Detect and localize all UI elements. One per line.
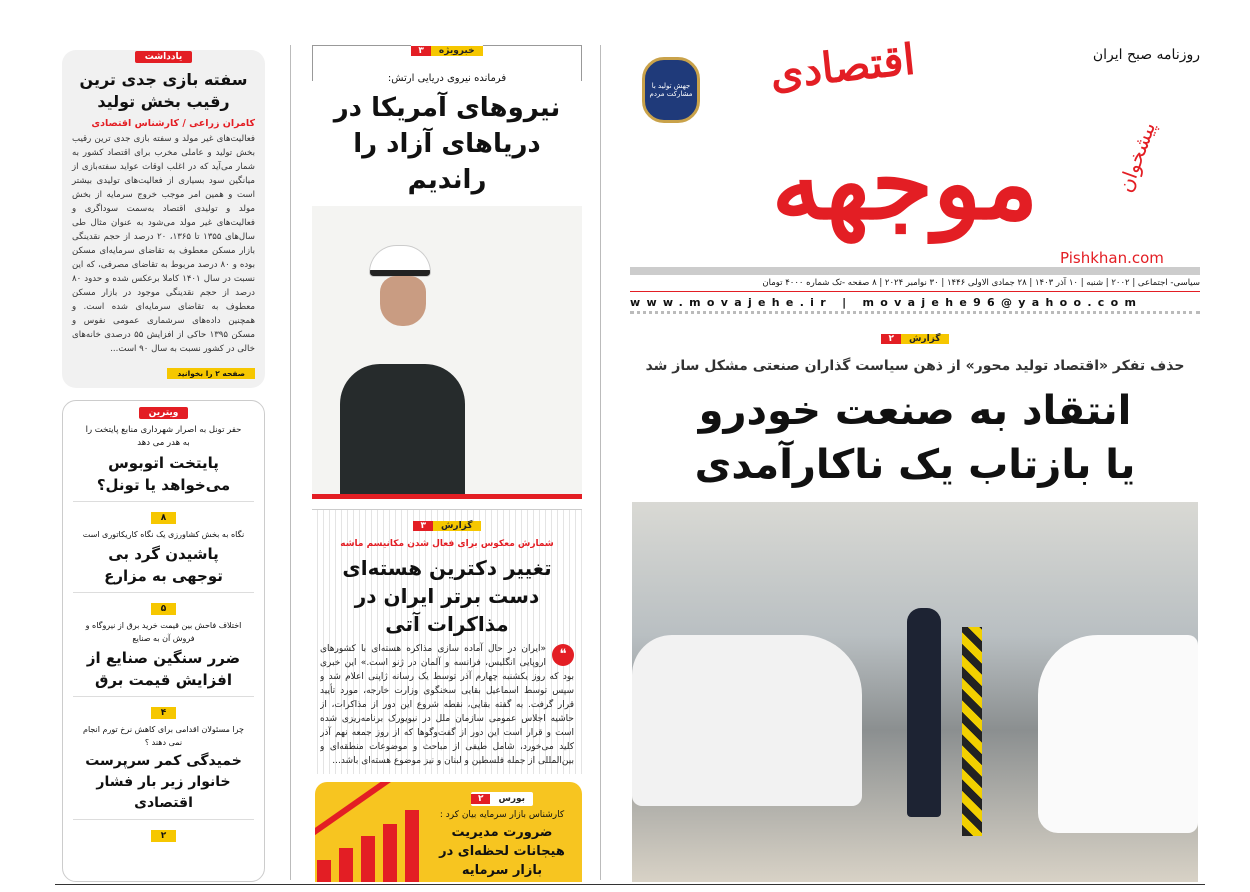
nuclear-headline[interactable]: تغییر دکترین هسته‌ای دست برتر ایران در مذاکرات آتی (342, 556, 552, 636)
main-headline-2[interactable]: یا بازتاب یک ناکارآمدی (694, 442, 1136, 488)
vitrin-item[interactable] (63, 424, 264, 524)
nuclear-kicker: شمارش معکوس برای فعال شدن مکانیسم ماشه (340, 539, 554, 549)
editorial-box (62, 50, 265, 388)
nuclear-tag (413, 519, 480, 533)
tag-label: گزارش (901, 334, 949, 344)
page-ref: ۸ (151, 512, 177, 524)
navy-kicker: فرمانده نیروی دریایی ارتش: (387, 73, 507, 84)
middle-column (312, 45, 582, 882)
column-divider (600, 45, 601, 880)
main-story (630, 326, 1200, 882)
tag-label: بورس (490, 794, 533, 804)
editorial-tag: یادداشت (135, 51, 192, 63)
vitrin-headline: پاشیدن گرد بی توجهی به مزارع (104, 545, 223, 585)
seal-logo: جهش تولید با مشارکت مردم (642, 57, 700, 123)
vitrin-headline: پایتخت اتوبوس می‌خواهد یا تونل؟ (96, 454, 231, 494)
worker-figure (907, 608, 941, 817)
main-photo-car-factory (632, 502, 1198, 882)
tag-page: ۳ (411, 46, 431, 56)
navy-tag (411, 44, 482, 58)
editorial-headline[interactable]: سفته بازی جدی ترین رقیب بخش تولید (79, 70, 248, 111)
left-column (62, 50, 265, 882)
tag-page: ۲ (471, 794, 491, 804)
vitrin-kicker: حفر تونل به اصرار شهرداری منابع پایتخت را به هدر می دهد (85, 425, 242, 448)
logo-sub: اقتصادی (767, 34, 918, 99)
watermark: پیشخوان (1112, 118, 1161, 196)
page-ref: ۲ (151, 830, 177, 842)
issue-info: سیاسی- اجتماعی | ۲۰۰۲ | شنبه | ۱۰ آذر ۱۴۰۳ | ۲۸ جمادی الاولی ۱۴۴۶ | ۳۰ نوامبر ۲۰۲۴ | ۸ صفحه -تک شماره ۴۰۰۰ تومان (630, 277, 1200, 292)
tag-page: ۳ (413, 521, 433, 531)
slogan: روزنامه صبح ایران (1092, 47, 1200, 63)
tag-page: ۲ (881, 334, 901, 344)
web-contact: www.movajehe.ir | movajehe96@yahoo.com (630, 296, 1200, 314)
car-image (1038, 635, 1198, 833)
newspaper-logo: موجهه (771, 124, 1039, 242)
tag-label: گزارش (433, 521, 481, 531)
vitrin-headline: ضرر سنگین صنایع از افزایش قیمت برق (86, 649, 241, 689)
vitrin-kicker: نگاه به بخش کشاورزی یک نگاه کاریکاتوری است (82, 530, 245, 539)
page-ref: ۴ (151, 707, 177, 719)
main-subhead: حذف تفکر «اقتصاد تولید محور» از ذهن سیاست گذاران صنعتی مشکل ساز شد (645, 358, 1185, 374)
tag-label: خبرویژه (431, 46, 483, 56)
bourse-tag (471, 792, 533, 806)
vitrin-item[interactable] (63, 619, 264, 719)
vitrin-tag: ویترین (139, 407, 189, 419)
vitrin-headline: خمیدگی کمر سرپرست خانوار زیر بار فشار اقتصادی (85, 753, 242, 811)
editorial-author: کامران زراعی / کارشناس اقتصادی (91, 118, 255, 129)
pillar (962, 627, 982, 836)
navy-headline[interactable]: نیروهای آمریکا در دریاهای آزاد را راندیم (333, 93, 561, 195)
vitrin-kicker: اختلاف فاحش بین قیمت خرید برق از نیروگاه و فروش آن به صنایع (85, 621, 242, 643)
navy-box (312, 45, 582, 499)
bourse-promo[interactable] (315, 782, 582, 882)
vitrin-box (62, 400, 265, 882)
vitrin-item[interactable] (63, 528, 264, 615)
vitrin-kicker: چرا مسئولان اقدامی برای کاهش نرخ تورم انجام نمی دهند ؟ (83, 725, 244, 747)
page-bottom-rule (55, 884, 1205, 885)
watermark-url: Pishkhan.com (1060, 249, 1164, 267)
car-image (632, 635, 862, 806)
main-tag (630, 326, 1200, 346)
main-headline-1[interactable]: انتقاد به صنعت خودرو (698, 388, 1132, 434)
column-divider (290, 45, 291, 880)
editorial-body: فعالیت‌های غیر مولد و سفته بازی جدی ترین رقیب بخش تولید و عاملی مخرب برای اقتصاد کشور به شمار می‌آید که در اغلب اوقات عواید سفته‌بازی از میانگین سود بسیاری از فعالیت‌های تولیدی بیشتر است و همین امر موجب خروج سرمایه از بخش مولد و تولیدی اقتصاد به‌سمت سوداگری و فعالیت‌های غیر مولد می‌شود به عنوان مثال طی سال‌های ۱۳۵۵ تا ۱۳۶۵، ۲۰ درصد از حجم نقدینگی بازار مسکن معطوف به تقاضای سرمایه‌ای مسکن بوده و ۸۰ درصد مربوط به تقاضای مصرفی، که این نسبت در سال ۱۴۰۱ کاملا برعکس شده و حدود ۸۰ درصد از حجم نقدینگی موجود در بازار مسکن معطوف به تقاضای سرمایه‌ای شده است. و همچنین داده‌های سرشماری عمومی نفوس و مسکن ۱۳۹۵ حاکی از افزایش ۵۵ درصدی خانه‌های خالی در کشور نسبت به سال ۹۰ است... (72, 134, 255, 354)
rising-chart-icon (315, 782, 425, 882)
masthead-rule (630, 267, 1200, 275)
vitrin-item[interactable] (63, 723, 264, 842)
quote-icon: ❝ (552, 644, 574, 666)
nuclear-box (312, 509, 582, 774)
page-ref: ۵ (151, 603, 177, 615)
navy-commander-photo (312, 206, 582, 499)
bourse-kicker: کارشناس بازار سرمایه بیان کرد : (439, 810, 565, 820)
masthead (630, 35, 1200, 267)
bourse-headline: ضرورت مدیریت هیجانات لحظه‌ای در بازار سرمایه (439, 825, 565, 878)
read-more-link[interactable]: صفحه ۲ را بخوانید (167, 368, 255, 379)
nuclear-body: «ایران در حال آماده سازی مذاکره هسته‌ای با کشورهای اروپایی انگلیس، فرانسه و آلمان در ژنو است.» این خبری بود که روز یکشنبه چهارم آذر توسط یک رسانه ژاپنی اعلام شد و سپس توسط اسماعیل بقایی سخنگوی وزارت خارجه، مورد تأیید قرار گرفت. به گفته بقایی، نقطه شروع این دور از مذاکرات، از حاشیه اجلاس عمومی سازمان ملل در نیویورک برنامه‌ریزی شده است و قرار است این دور از گفت‌وگوها که از روز جمعه نهم آذر کلید می‌خورد، شامل طیفی از مباحث و موضوعات منطقه‌ای و بین‌المللی از جمله فلسطین و لبنان و نیز موضوع هسته‌ای باشد... (320, 644, 574, 766)
